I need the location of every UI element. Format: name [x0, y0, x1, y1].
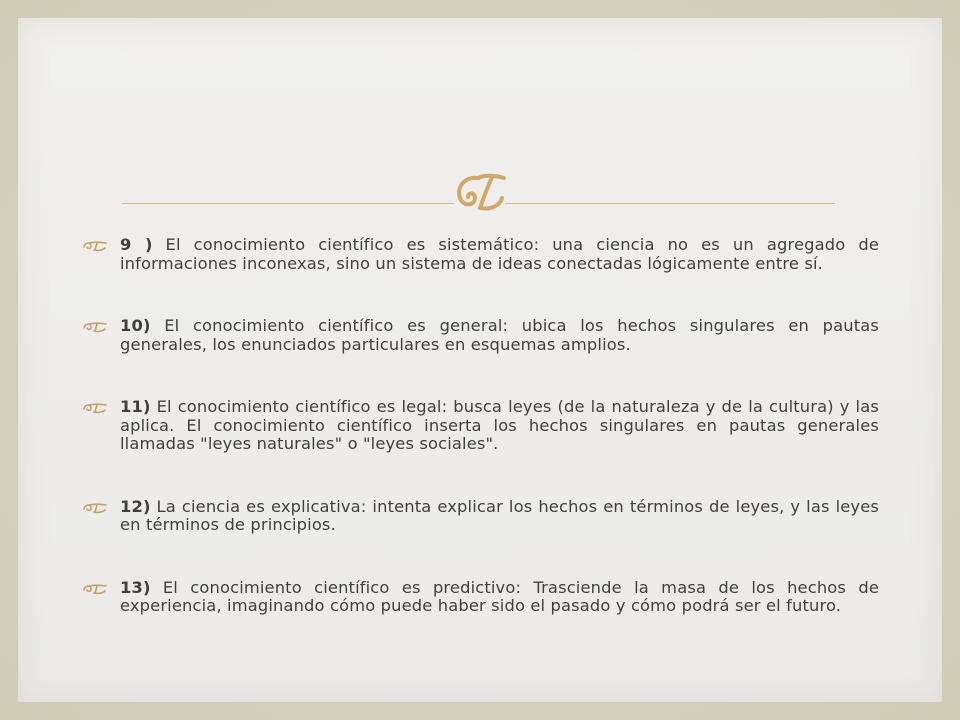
- scroll-bullet-icon: [82, 501, 108, 515]
- header-rule-left: [122, 203, 454, 204]
- item-number: 12): [120, 496, 151, 516]
- item-text: El conocimiento científico es legal: busca leyes (de la naturaleza y de la cultura) y las aplica. El conocimiento científico inserta los hechos singulares en pautas generales llamadas "leyes naturales" o "leyes sociales".: [120, 397, 879, 453]
- scroll-bullet-icon: [82, 401, 108, 415]
- list-item: [82, 498, 879, 535]
- header-rule-right: [505, 203, 835, 204]
- bullet-list: [82, 236, 879, 660]
- list-item: [82, 317, 879, 354]
- item-number: 13): [120, 577, 151, 597]
- scroll-bullet-icon: [82, 239, 108, 253]
- item-text: El conocimiento científico es predictivo: Trasciende la masa de los hechos de experiencia, imaginando cómo puede haber sido el pasado y cómo podrá ser el futuro.: [120, 577, 879, 615]
- scroll-ornament-icon: [448, 168, 512, 216]
- item-text: El conocimiento científico es sistemático: una ciencia no es un agregado de informaciones inconexas, sino un sistema de ideas conectadas lógicamente entre sí.: [120, 235, 879, 273]
- item-text: La ciencia es explicativa: intenta explicar los hechos en términos de leyes, y las leyes en términos de principios.: [120, 496, 879, 534]
- item-text: El conocimiento científico es general: ubica los hechos singulares en pautas generales, los enunciados particulares en esquemas amplios.: [120, 316, 879, 354]
- item-number: 9 ): [120, 235, 153, 254]
- list-item: [82, 579, 879, 616]
- scroll-bullet-icon: [82, 582, 108, 596]
- list-item: [82, 398, 879, 454]
- item-number: 10): [120, 316, 151, 335]
- scroll-bullet-icon: [82, 320, 108, 334]
- list-item: [82, 236, 879, 273]
- item-number: 11): [120, 397, 151, 416]
